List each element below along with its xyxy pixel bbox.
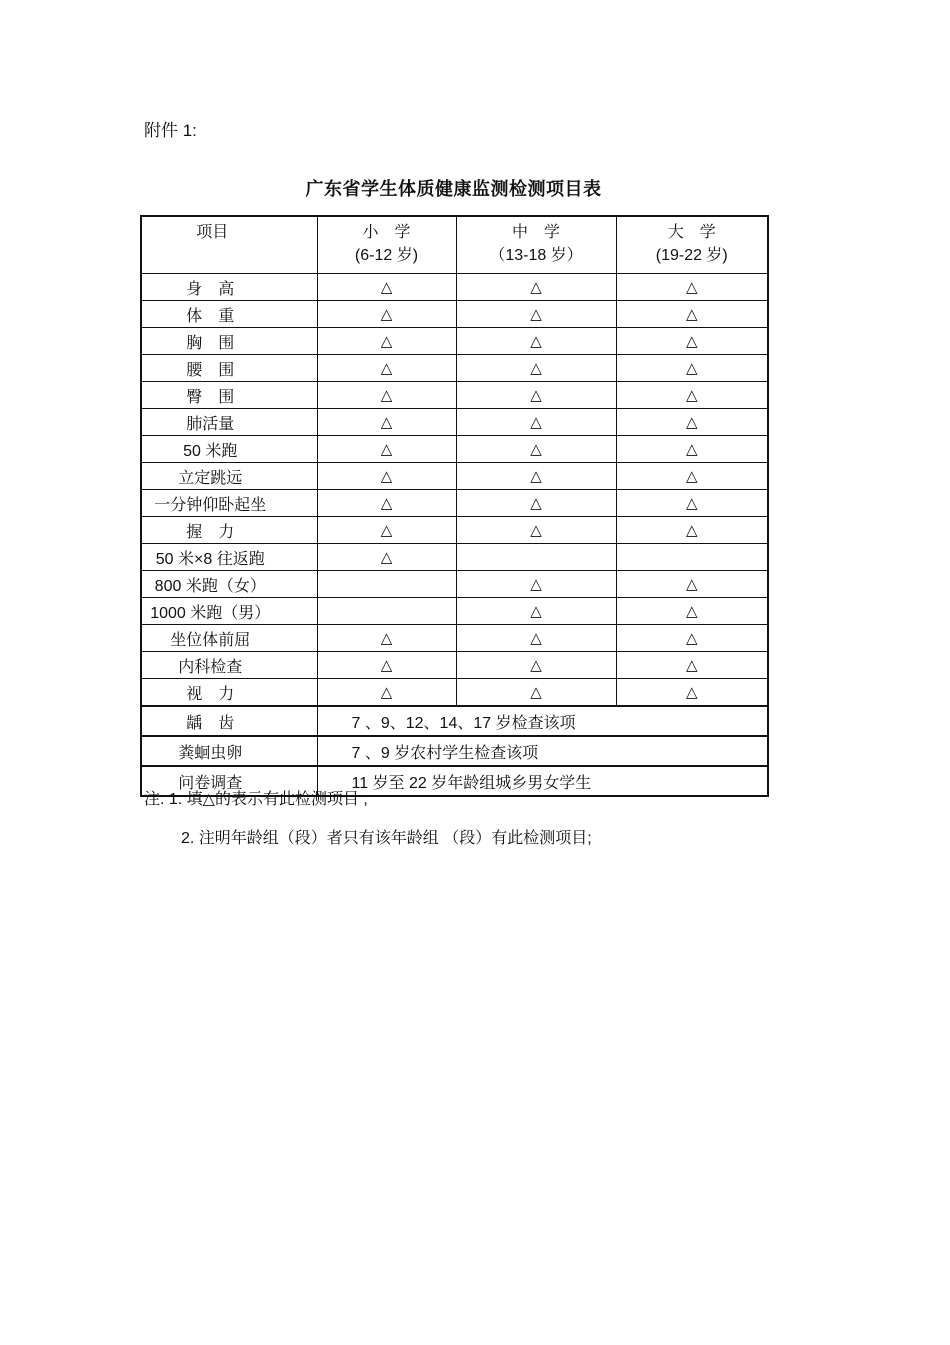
row-label: 腰 围 <box>141 355 317 382</box>
table-row <box>141 652 768 679</box>
triangle-mark-cell: △ <box>317 274 456 301</box>
table-header <box>141 216 768 274</box>
triangle-mark-cell: △ <box>317 301 456 328</box>
row-label: 50 米×8 往返跑 <box>141 544 317 571</box>
triangle-mark-cell: △ <box>456 679 616 707</box>
table-row <box>141 436 768 463</box>
triangle-mark-cell: △ <box>616 679 768 707</box>
empty-mark-cell <box>317 571 456 598</box>
row-label: 坐位体前屈 <box>141 625 317 652</box>
row-label: 体 重 <box>141 301 317 328</box>
span-note-cell: 7 、9 岁农村学生检查该项 <box>317 736 768 766</box>
table-row <box>141 274 768 301</box>
note-2: 2. 注明年龄组（段）者只有该年龄组 （段）有此检测项目; <box>181 830 592 847</box>
table-row <box>141 517 768 544</box>
table-row <box>141 571 768 598</box>
triangle-mark-cell: △ <box>616 274 768 301</box>
row-label: 胸 围 <box>141 328 317 355</box>
triangle-mark-cell: △ <box>317 328 456 355</box>
table-row <box>141 679 768 707</box>
table-row <box>141 598 768 625</box>
row-label: 龋 齿 <box>141 706 317 736</box>
header-middle-line2: （13-18 岁） <box>489 247 583 265</box>
header-university-line2: (19-22 岁) <box>655 247 728 265</box>
table-row <box>141 463 768 490</box>
triangle-mark-cell: △ <box>616 571 768 598</box>
triangle-mark-cell: △ <box>317 463 456 490</box>
header-item-label: 项目 <box>196 224 229 241</box>
row-label: 800 米跑（女） <box>141 571 317 598</box>
table-row <box>141 544 768 571</box>
triangle-mark-cell: △ <box>616 625 768 652</box>
row-label: 立定跳远 <box>141 463 317 490</box>
notes-section <box>144 786 592 848</box>
triangle-mark-cell: △ <box>456 571 616 598</box>
row-label: 内科检查 <box>141 652 317 679</box>
row-label: 握 力 <box>141 517 317 544</box>
header-middle-line1: 中 学 <box>511 224 560 241</box>
empty-mark-cell <box>456 544 616 571</box>
span-note-cell: 11 岁至 22 岁年龄组城乡男女学生 <box>317 766 768 796</box>
header-cell-primary-school <box>317 216 456 274</box>
triangle-mark-cell: △ <box>456 652 616 679</box>
triangle-mark-cell: △ <box>616 382 768 409</box>
table-span-row <box>141 736 768 766</box>
table-row <box>141 382 768 409</box>
triangle-mark-cell: △ <box>317 544 456 571</box>
triangle-mark-cell: △ <box>317 625 456 652</box>
triangle-mark-cell: △ <box>317 355 456 382</box>
triangle-mark-cell: △ <box>616 463 768 490</box>
table-row <box>141 625 768 652</box>
triangle-mark-cell: △ <box>456 274 616 301</box>
triangle-mark-cell: △ <box>616 598 768 625</box>
triangle-mark-cell: △ <box>456 625 616 652</box>
triangle-mark-cell: △ <box>317 652 456 679</box>
triangle-mark-cell: △ <box>317 679 456 707</box>
table-row <box>141 328 768 355</box>
triangle-mark-cell: △ <box>616 355 768 382</box>
triangle-mark-cell: △ <box>456 382 616 409</box>
triangle-mark-cell: △ <box>616 328 768 355</box>
row-label: 一分钟仰卧起坐 <box>141 490 317 517</box>
empty-mark-cell <box>616 544 768 571</box>
span-note-cell: 7 、9、12、14、17 岁检查该项 <box>317 706 768 736</box>
row-label: 问卷调查 <box>141 766 317 796</box>
header-primary-line1: 小 学 <box>362 224 411 241</box>
header-cell-item <box>141 216 317 274</box>
note-1: 注: 1. 填△的表示有此检测项目 ; <box>144 791 368 808</box>
row-label: 粪蛔虫卵 <box>141 736 317 766</box>
table-span-row <box>141 706 768 736</box>
triangle-mark-cell: △ <box>317 409 456 436</box>
page-title: 广东省学生体质健康监测检测项目表 <box>305 179 602 199</box>
triangle-mark-cell: △ <box>317 382 456 409</box>
row-label: 身 高 <box>141 274 317 301</box>
triangle-mark-cell: △ <box>616 409 768 436</box>
triangle-mark-cell: △ <box>456 301 616 328</box>
table-body <box>141 274 768 797</box>
header-cell-university <box>616 216 768 274</box>
table-row <box>141 355 768 382</box>
table-row <box>141 409 768 436</box>
triangle-mark-cell: △ <box>616 652 768 679</box>
row-label: 视 力 <box>141 679 317 707</box>
triangle-mark-cell: △ <box>616 517 768 544</box>
triangle-mark-cell: △ <box>317 517 456 544</box>
table-row <box>141 490 768 517</box>
attachment-label: 附件 1: <box>144 121 197 140</box>
row-label: 50 米跑 <box>141 436 317 463</box>
triangle-mark-cell: △ <box>456 463 616 490</box>
row-label: 肺活量 <box>141 409 317 436</box>
header-university-line1: 大 学 <box>667 224 716 241</box>
row-label: 臀 围 <box>141 382 317 409</box>
triangle-mark-cell: △ <box>317 490 456 517</box>
empty-mark-cell <box>317 598 456 625</box>
header-primary-line2: (6-12 岁) <box>354 247 419 265</box>
triangle-mark-cell: △ <box>456 409 616 436</box>
triangle-mark-cell: △ <box>616 436 768 463</box>
triangle-mark-cell: △ <box>456 517 616 544</box>
header-cell-middle-school <box>456 216 616 274</box>
triangle-mark-cell: △ <box>456 490 616 517</box>
triangle-mark-cell: △ <box>616 301 768 328</box>
triangle-mark-cell: △ <box>456 598 616 625</box>
triangle-mark-cell: △ <box>456 436 616 463</box>
triangle-mark-cell: △ <box>456 328 616 355</box>
table-row <box>141 301 768 328</box>
triangle-mark-cell: △ <box>456 355 616 382</box>
header-row <box>141 216 768 274</box>
triangle-mark-cell: △ <box>317 436 456 463</box>
triangle-mark-cell: △ <box>616 490 768 517</box>
items-table <box>140 215 769 797</box>
row-label: 1000 米跑（男） <box>141 598 317 625</box>
